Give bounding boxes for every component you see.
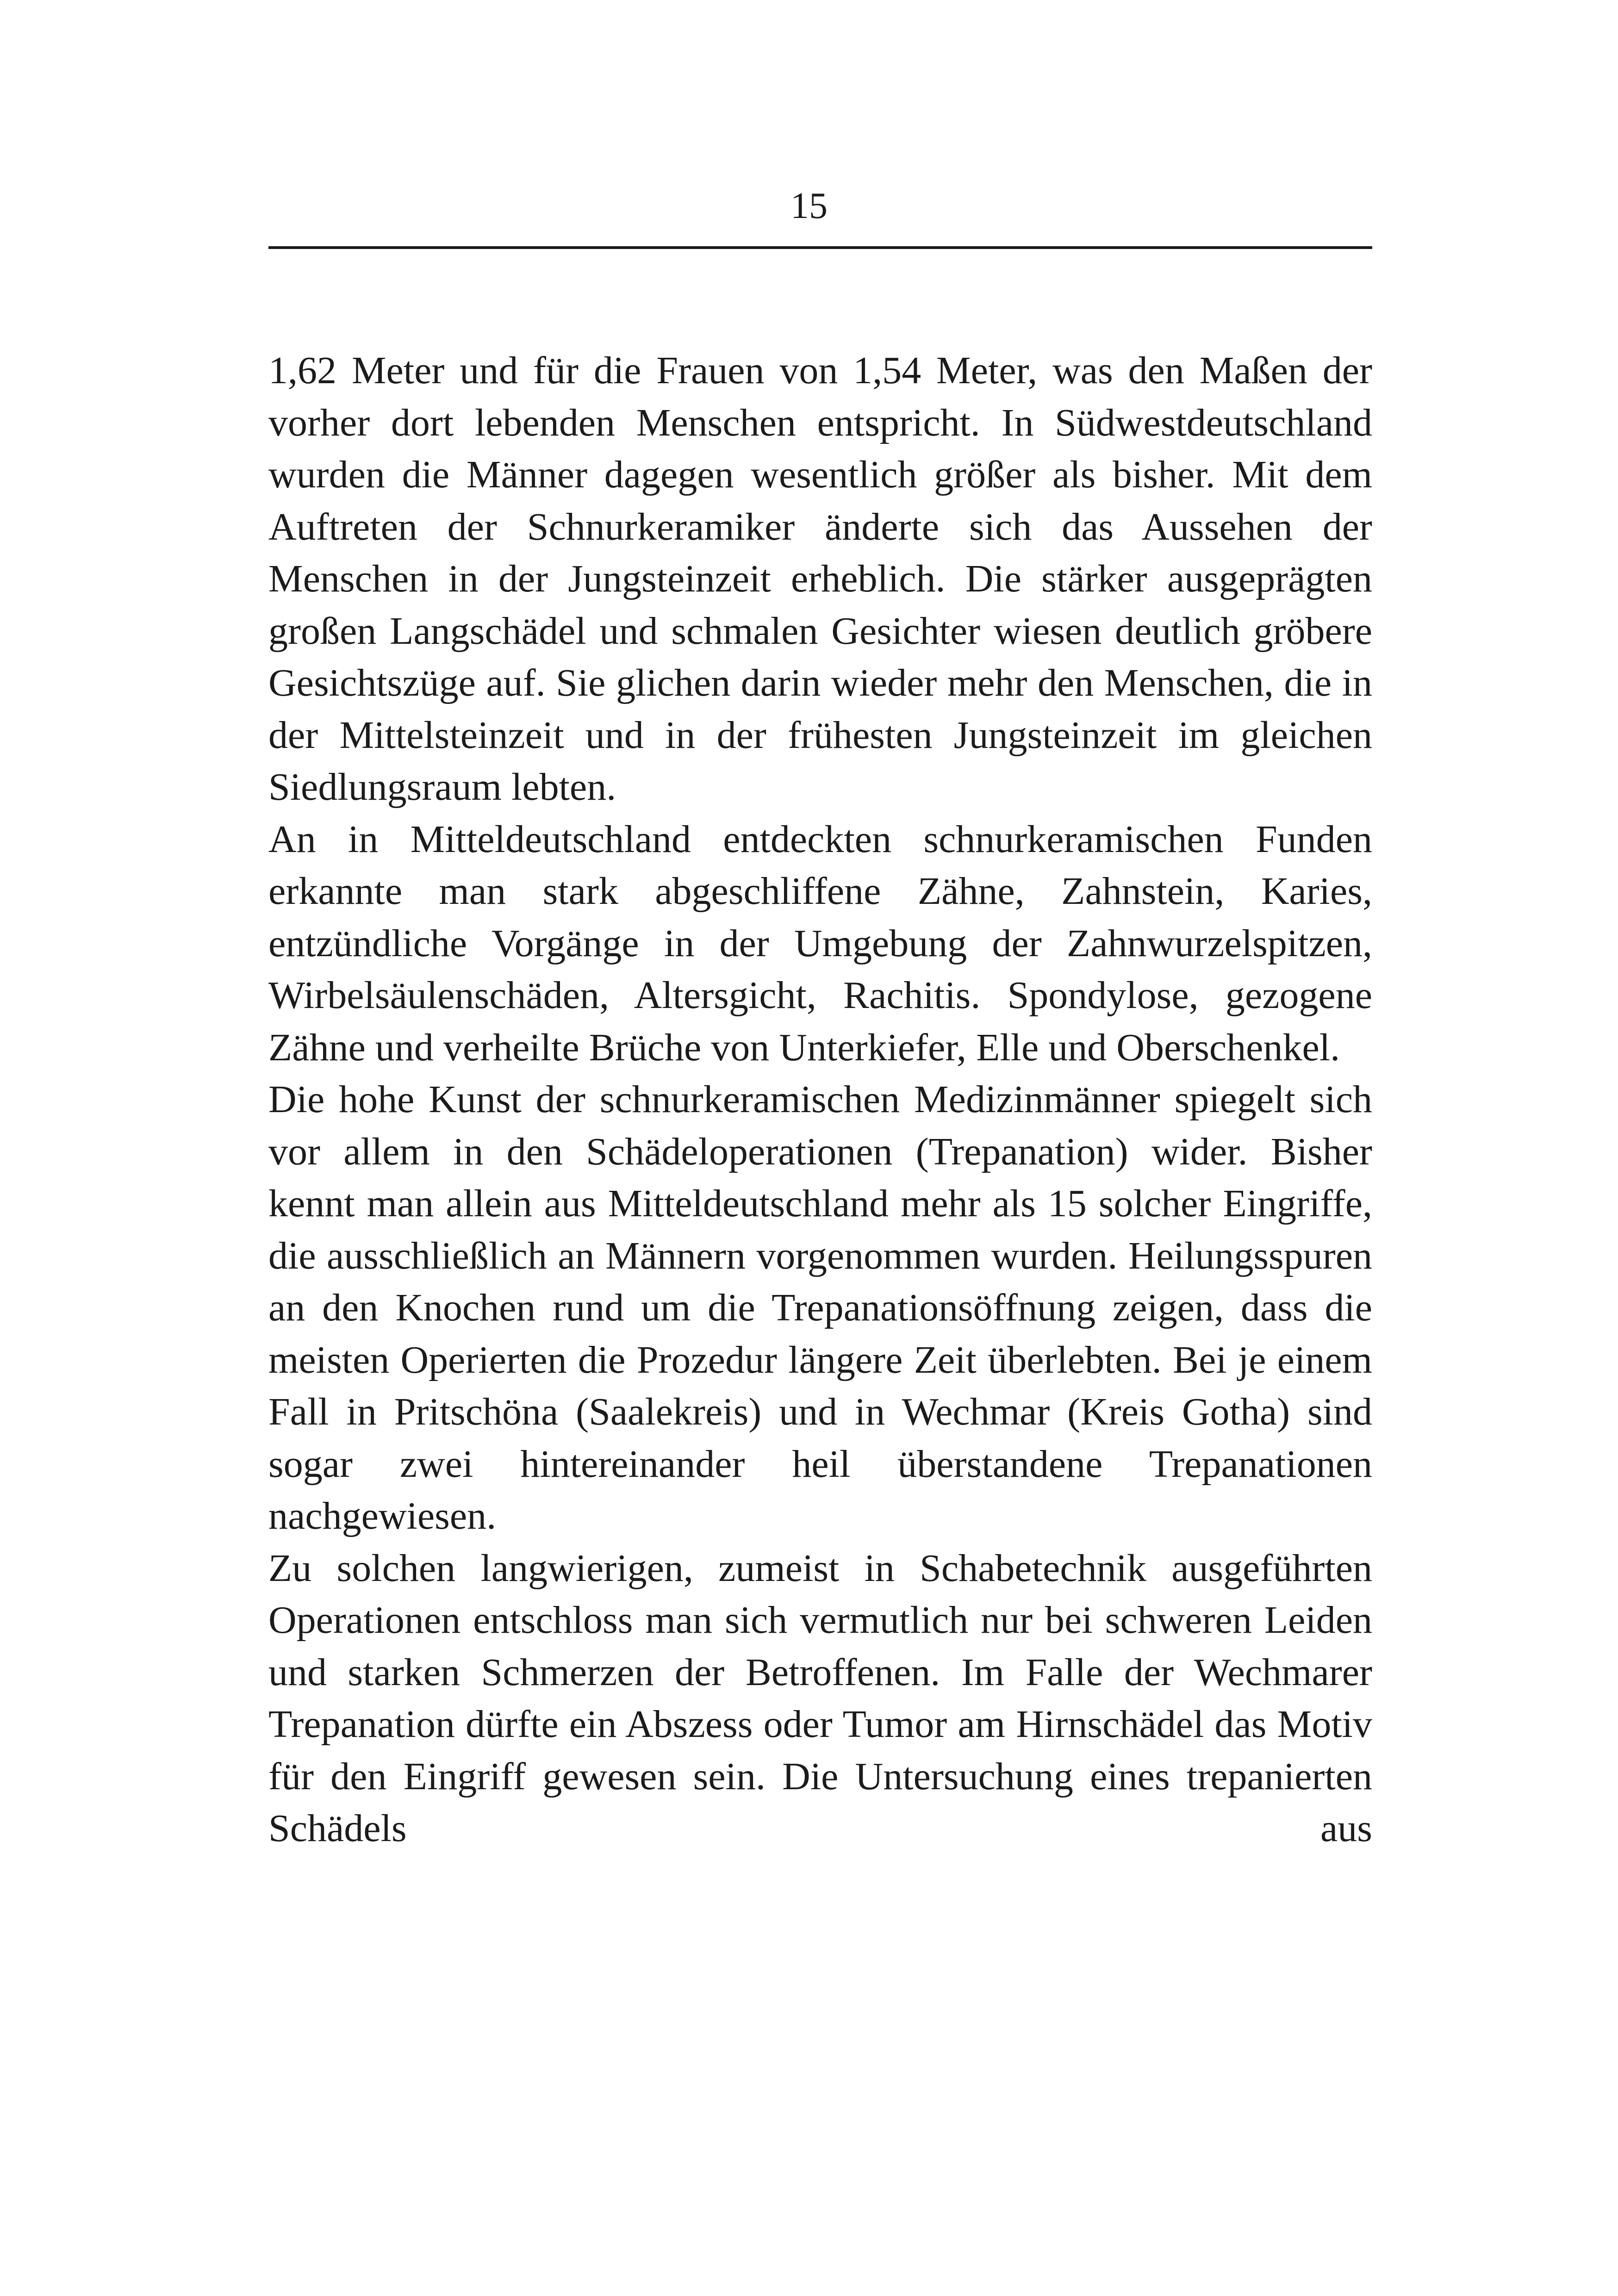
header-rule — [268, 246, 1372, 249]
paragraph: Zu solchen langwierigen, zumeist in Schabetechnik ausgeführten Operationen entschloss man sich vermutlich nur bei schweren Leiden und starken Schmerzen der Betroffenen. Im Falle der Wechmarer Trepanation dürfte ein Abszess oder Tumor am Hirnschädel das Motiv für den Eingriff gewesen sein. Die Untersuchung eines trepanierten Schädels aus — [268, 1546, 1372, 1850]
page-number: 15 — [790, 186, 828, 226]
body-text — [268, 345, 1372, 1855]
paragraph: 1,62 Meter und für die Frauen von 1,54 Meter, was den Maßen der vorher dort lebenden Menschen entspricht. In Südwestdeutschland wurden die Männer dagegen wesentlich größer als bisher. Mit dem Auftreten der Schnurkeramiker änderte sich das Aussehen der Menschen in der Jungsteinzeit erheblich. Die stärker ausgeprägten großen Langschädel und schmalen Gesichter wiesen deutlich gröbere Gesichtszüge auf. Sie glichen darin wieder mehr den Menschen, die in der Mittelsteinzeit und in der frühesten Jungsteinzeit im gleichen Siedlungsraum lebten. — [268, 349, 1372, 809]
paragraph: An in Mitteldeutschland entdeckten schnurkeramischen Funden erkannte man stark abgeschliffene Zähne, Zahnstein, Karies, entzündliche Vorgänge in der Umgebung der Zahnwurzelspitzen, Wirbelsäulenschäden, Altersgicht, Rachitis. Spondylose, gezogene Zähne und verheilte Brüche von Unterkiefer, Elle und Oberschenkel. — [268, 817, 1372, 1069]
paragraph: Die hohe Kunst der schnurkeramischen Medizinmänner spiegelt sich vor allem in den Schädeloperationen (Trepanation) wider. Bisher kennt man allein aus Mitteldeutschland mehr als 15 solcher Eingriffe, die ausschließlich an Männern vorgenommen wurden. Heilungsspuren an den Knochen rund um die Trepanationsöffnung zeigen, dass die meisten Operierten die Prozedur längere Zeit überlebten. Bei je einem Fall in Pritschöna (Saalekreis) und in Wechmar (Kreis Gotha) sind sogar zwei hintereinander heil überstandene Trepanationen nachgewiesen. — [268, 1078, 1372, 1537]
